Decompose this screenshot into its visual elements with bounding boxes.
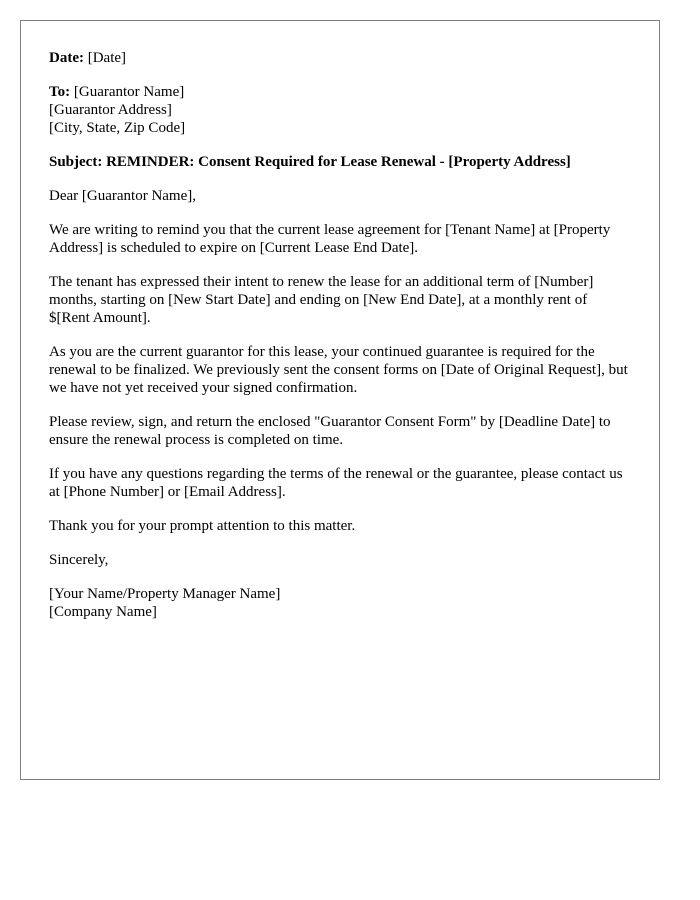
signature-block <box>49 585 631 621</box>
body-paragraph-1: We are writing to remind you that the current lease agreement for [Tenant Name] at [Property Address] is scheduled to expire on [Current Lease End Date]. <box>49 222 611 256</box>
date-line <box>49 49 631 67</box>
salutation: Dear [Guarantor Name], <box>49 188 197 204</box>
body-paragraph-6: Thank you for your prompt attention to this matter. <box>49 518 356 534</box>
recipient-address: [Guarantor Address] <box>49 102 172 118</box>
recipient-name-line <box>49 83 631 101</box>
to-label: To: <box>49 84 71 100</box>
signature-name: [Your Name/Property Manager Name] <box>49 586 281 602</box>
recipient-name: [Guarantor Name] <box>70 84 185 100</box>
subject-line: Subject: REMINDER: Consent Required for Lease Renewal - [Property Address] <box>49 154 571 170</box>
recipient-city: [City, State, Zip Code] <box>49 120 186 136</box>
date-value: [Date] <box>83 50 127 66</box>
body-paragraph-3: As you are the current guarantor for this lease, your continued guarantee is required for the renewal to be finalized. We previously sent the consent forms on [Date of Original Request], but we have not yet received your signed confirmation. <box>49 344 628 396</box>
recipient-block <box>49 83 631 137</box>
date-label: Date: <box>49 50 84 66</box>
closing: Sincerely, <box>49 552 109 568</box>
body-paragraph-2: The tenant has expressed their intent to renew the lease for an additional term of [Number] months, starting on [New Start Date] and ending on [New End Date], at a monthly rent of $[Rent Amount]. <box>49 274 594 326</box>
body-paragraph-4: Please review, sign, and return the enclosed "Guarantor Consent Form" by [Deadline Date] to ensure the renewal process is completed on time. <box>49 414 611 448</box>
signature-company: [Company Name] <box>49 604 157 620</box>
letter-page <box>20 20 660 780</box>
body-paragraph-5: If you have any questions regarding the terms of the renewal or the guarantee, please contact us at [Phone Number] or [Email Address]. <box>49 466 623 500</box>
